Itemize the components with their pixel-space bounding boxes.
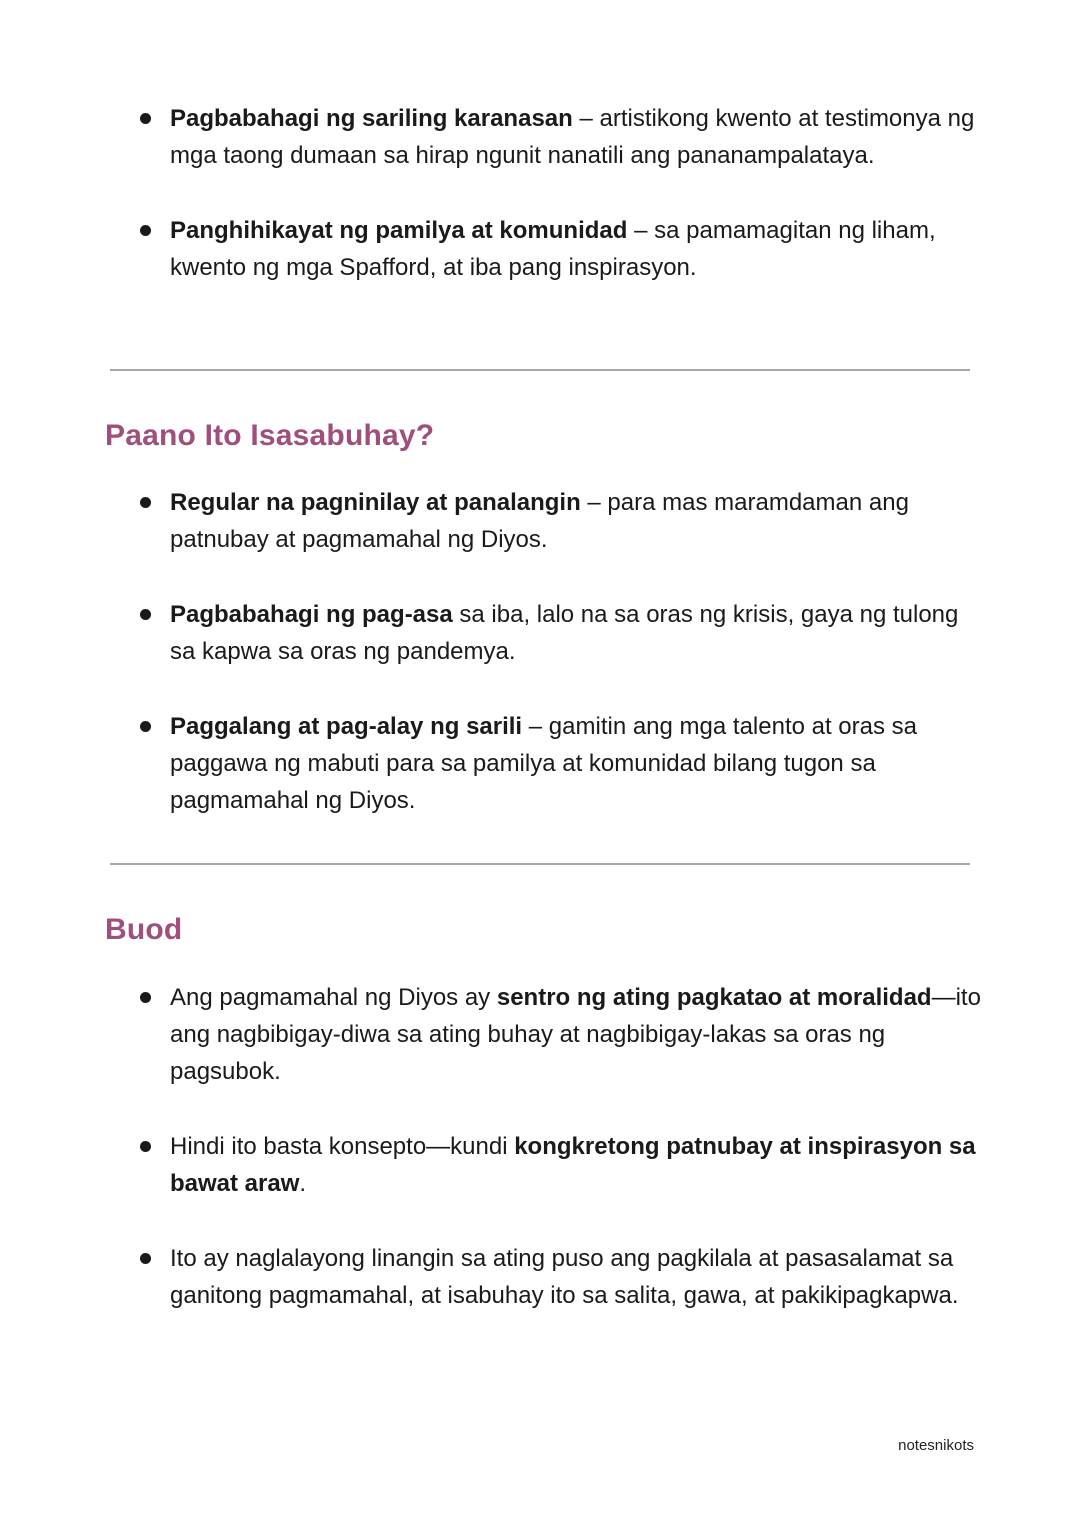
section-heading-apply: Paano Ito Isasabuhay?	[105, 419, 435, 452]
list-item	[138, 100, 988, 174]
section-heading-summary: Buod	[105, 913, 183, 946]
list-item	[138, 979, 988, 1090]
section-divider	[110, 369, 970, 371]
item-bold: kongkretong patnubay at inspirasyon sa bawat araw	[170, 1133, 976, 1197]
item-text: – para mas maramdaman ang patnubay at pagmamahal ng Diyos.	[170, 489, 909, 553]
list-item	[138, 708, 988, 819]
item-bold-lead: Pagbabahagi ng sariling karanasan	[170, 105, 573, 132]
item-text: – sa pamamagitan ng liham, kwento ng mga Spafford, at iba pang inspirasyon.	[170, 217, 936, 281]
list-item	[138, 212, 988, 286]
item-text-post: —ito ang nagbibigay-diwa sa ating buhay at nagbibigay-lakas sa oras ng pagsubok.	[170, 984, 981, 1085]
footer-brand: notesnikots	[898, 1437, 974, 1454]
item-text-pre: Hindi ito basta konsepto—kundi	[170, 1133, 515, 1160]
item-bold-lead: Paggalang at pag-alay ng sarili	[170, 713, 523, 740]
bullet-icon	[140, 721, 151, 732]
list-item	[138, 484, 988, 558]
item-bold-lead: Panghihikayat ng pamilya at komunidad	[170, 217, 628, 244]
top-bullet-list	[138, 100, 988, 324]
list-item	[138, 1240, 988, 1314]
item-text-post: .	[299, 1170, 307, 1197]
item-text: – gamitin ang mga talento at oras sa paggawa ng mabuti para sa pamilya at komunidad bilang tugon sa pagmamahal ng Diyos.	[170, 713, 918, 814]
list-item	[138, 596, 988, 670]
list-item	[138, 1128, 988, 1202]
item-text: – artistikong kwento at testimonya ng mga taong dumaan sa hirap ngunit nanatili ang pananampalataya.	[170, 105, 975, 169]
bullet-icon	[140, 113, 151, 124]
bullet-icon	[140, 497, 151, 508]
bullet-icon	[140, 1253, 151, 1264]
item-bold-lead: Pagbabahagi ng pag-asa	[170, 601, 453, 628]
bullet-icon	[140, 1141, 151, 1152]
item-text-pre: Ito ay naglalayong linangin sa ating puso ang pagkilala at pasasalamat sa ganitong pagmamahal, at isabuhay ito sa salita, gawa, at pakikipagkapwa.	[170, 1245, 959, 1309]
apply-bullet-list	[138, 484, 988, 857]
item-text: sa iba, lalo na sa oras ng krisis, gaya ng tulong sa kapwa sa oras ng pandemya.	[170, 601, 959, 665]
bullet-icon	[140, 225, 151, 236]
section-divider	[110, 863, 970, 865]
item-bold-lead: Regular na pagninilay at panalangin	[170, 489, 581, 516]
item-bold: sentro ng ating pagkatao at moralidad	[496, 984, 932, 1011]
summary-bullet-list	[138, 979, 988, 1352]
bullet-icon	[140, 992, 151, 1003]
item-text-pre: Ang pagmamahal ng Diyos ay	[170, 984, 497, 1011]
bullet-icon	[140, 609, 151, 620]
